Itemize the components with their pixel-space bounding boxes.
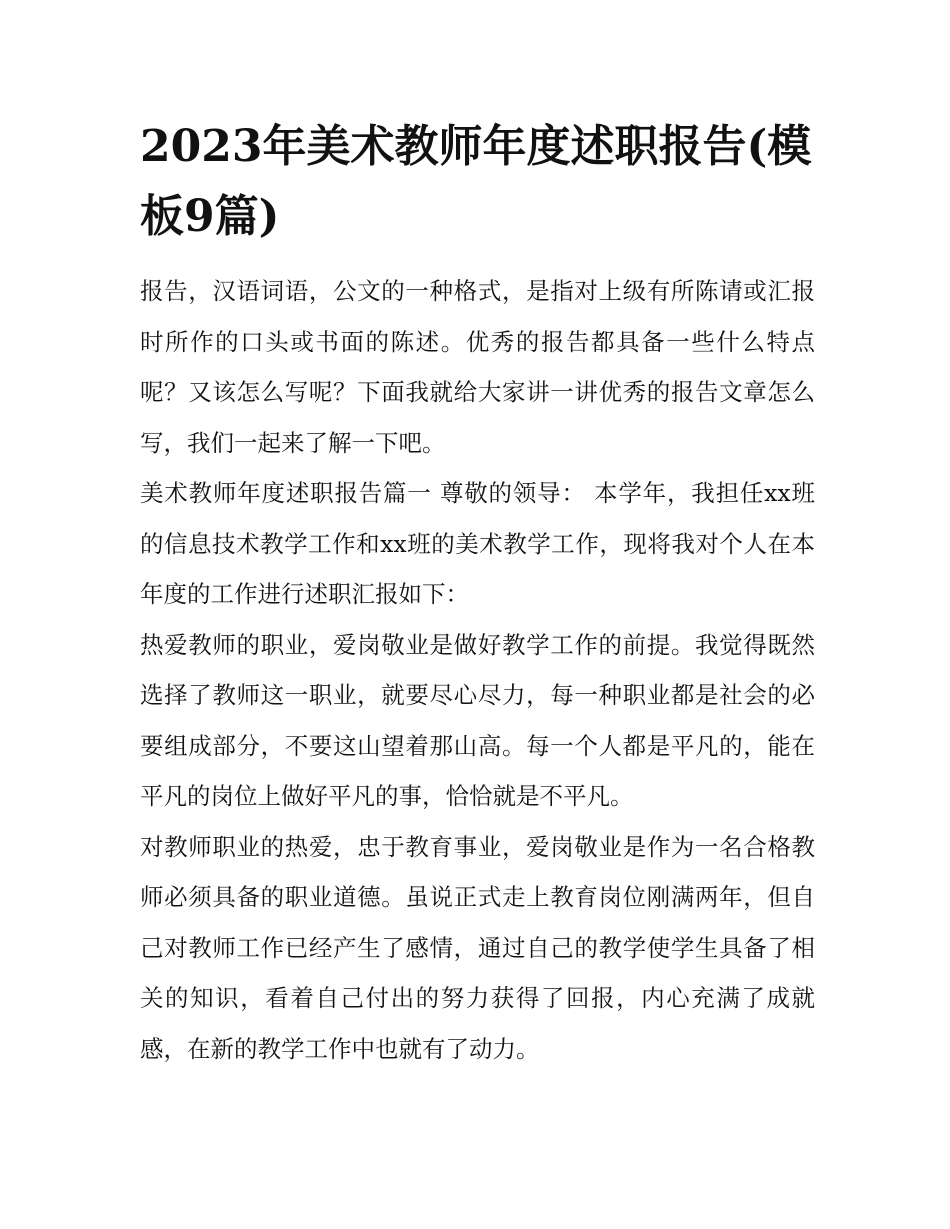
document-title: 2023年美术教师年度述职报告(模板9篇) [140, 121, 812, 242]
paragraph-opening: 美术教师年度述职报告篇一 尊敬的领导： 本学年，我担任xx班的信息技术教学工作和xx班的美术教学工作，现将我对个人在本年度的工作进行述职汇报如下： [140, 479, 815, 608]
paragraph-intro: 报告，汉语词语，公文的一种格式，是指对上级有所陈请或汇报时所作的口头或书面的陈述。优秀的报告都具备一些什么特点呢？又该怎么写呢？下面我就给大家讲一讲优秀的报告文章怎么写，我们一起来了解一下吧。 [140, 277, 815, 457]
paragraph-love-of-profession: 热爱教师的职业，爱岗敬业是做好教学工作的前提。我觉得既然选择了教师这一职业，就要尽心尽力，每一种职业都是社会的必要组成部分，不要这山望着那山高。每一个人都是平凡的，能在平凡的岗位上做好平凡的事，恰恰就是不平凡。 [140, 630, 815, 810]
document-body [140, 112, 815, 1074]
paragraph-professional-ethics: 对教师职业的热爱，忠于教育事业，爱岗敬业是作为一名合格教师必须具备的职业道德。虽说正式走上教育岗位刚满两年，但自己对教师工作已经产生了感情，通过自己的教学使学生具备了相关的知识，看着自己付出的努力获得了回报，内心充满了成就感，在新的教学工作中也就有了动力。 [140, 832, 815, 1063]
